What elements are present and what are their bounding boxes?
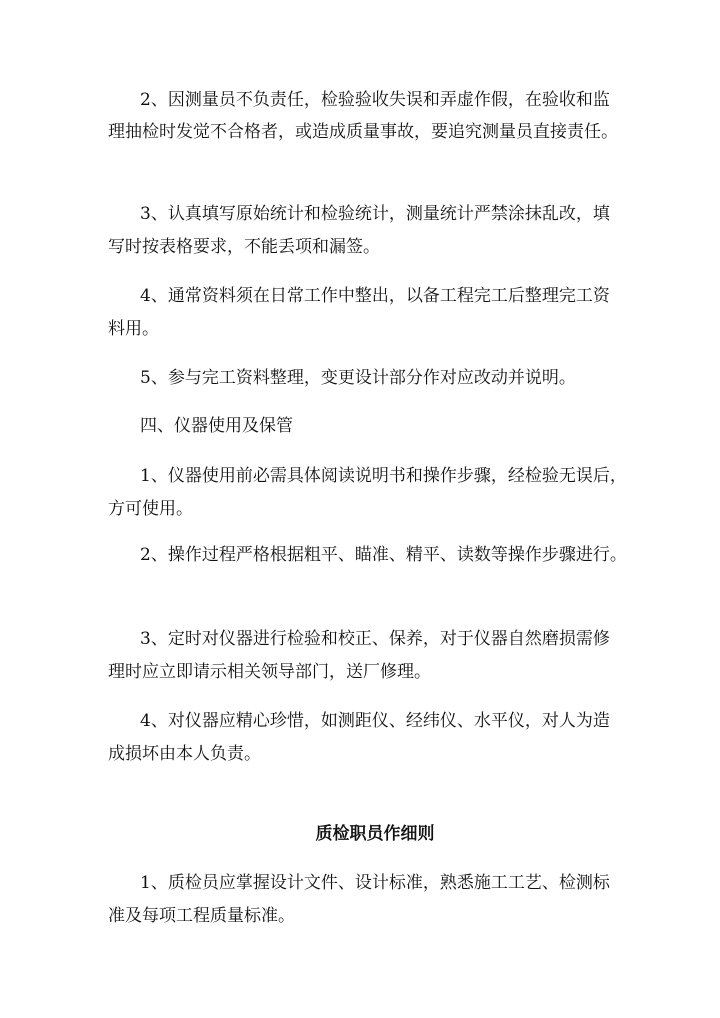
instrument-paragraph-1-line-1: 1、仪器使用前必需具体阅读说明书和操作步骤，经检验无误后， [140, 466, 627, 486]
instrument-paragraph-2-line-1: 2、操作过程严格根据粗平、瞄准、精平、读数等操作步骤进行。 [140, 545, 627, 565]
paragraph-2-line-1: 2、因测量员不负责任，检验验收失误和弄虚作假，在验收和监 [140, 90, 610, 110]
paragraph-4-line-2: 料用。 [108, 319, 159, 339]
paragraph-3-line-2: 写时按表格要求，不能丢项和漏签。 [108, 237, 380, 257]
inspector-paragraph-1-line-1: 1、质检员应掌握设计文件、设计标准，熟悉施工工艺、检测标 [140, 873, 610, 893]
instrument-paragraph-3-line-2: 理时应立即请示相关领导部门，送厂修理。 [108, 662, 431, 682]
instrument-paragraph-4-line-2: 成损坏由本人负责。 [108, 744, 261, 764]
instrument-paragraph-4-line-1: 4、对仪器应精心珍惜，如测距仪、经纬仪、水平仪，对人为造 [140, 711, 610, 731]
paragraph-4-line-1: 4、通常资料须在日常工作中整出，以备工程完工后整理完工资 [140, 286, 610, 306]
section-heading: 四、仪器使用及保管 [140, 416, 293, 436]
instrument-paragraph-3-line-1: 3、定时对仪器进行检验和校正、保养，对于仪器自然磨损需修 [140, 629, 610, 649]
paragraph-5-line-1: 5、参与完工资料整理，变更设计部分作对应改动并说明。 [140, 368, 576, 388]
inspector-paragraph-1-line-2: 准及每项工程质量标准。 [108, 906, 295, 926]
instrument-paragraph-1-line-2: 方可使用。 [108, 499, 193, 519]
section-title: 质检职员作细则 [315, 824, 435, 844]
paragraph-2-line-2: 理抽检时发觉不合格者，或造成质量事故，要追究测量员直接责任。 [108, 122, 618, 142]
paragraph-3-line-1: 3、认真填写原始统计和检验统计，测量统计严禁涂抹乱改，填 [140, 204, 610, 224]
